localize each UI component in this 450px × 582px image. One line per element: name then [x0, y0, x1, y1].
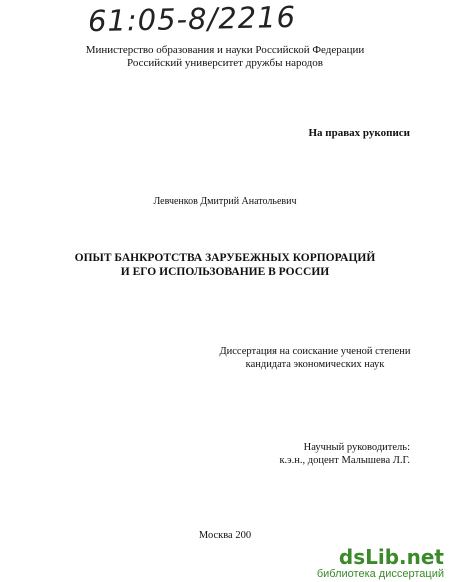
title-line-2: И ЕГО ИСПОЛЬЗОВАНИЕ В РОССИИ: [120, 266, 330, 278]
watermark-logo[interactable]: dsLib.net: [338, 545, 444, 569]
handwritten-code: 61:05-8/2216: [87, 0, 297, 39]
university-line: Российский университет дружбы народов: [127, 57, 323, 69]
rights-notice: На правах рукописи: [308, 127, 410, 139]
author-name: Левченков Дмитрий Анатольевич: [153, 196, 297, 207]
watermark-subtitle: библиотека диссертаций: [316, 568, 444, 580]
supervisor-name: к.э.н., доцент Малышева Л.Г.: [279, 455, 410, 466]
dissertation-line-1: Диссертация на соискание ученой степени: [219, 346, 411, 357]
supervisor-label: Научный руководитель:: [303, 442, 410, 453]
watermark[interactable]: [317, 546, 444, 580]
ministry-line-1: Министерство образования и науки Российской Федерации: [85, 44, 365, 56]
city-year: Москва 200: [198, 530, 252, 541]
dissertation-line-2: кандидата экономических наук: [245, 359, 385, 370]
title-line-1: ОПЫТ БАНКРОТСТВА ЗАРУБЕЖНЫХ КОРПОРАЦИЙ: [74, 252, 376, 264]
